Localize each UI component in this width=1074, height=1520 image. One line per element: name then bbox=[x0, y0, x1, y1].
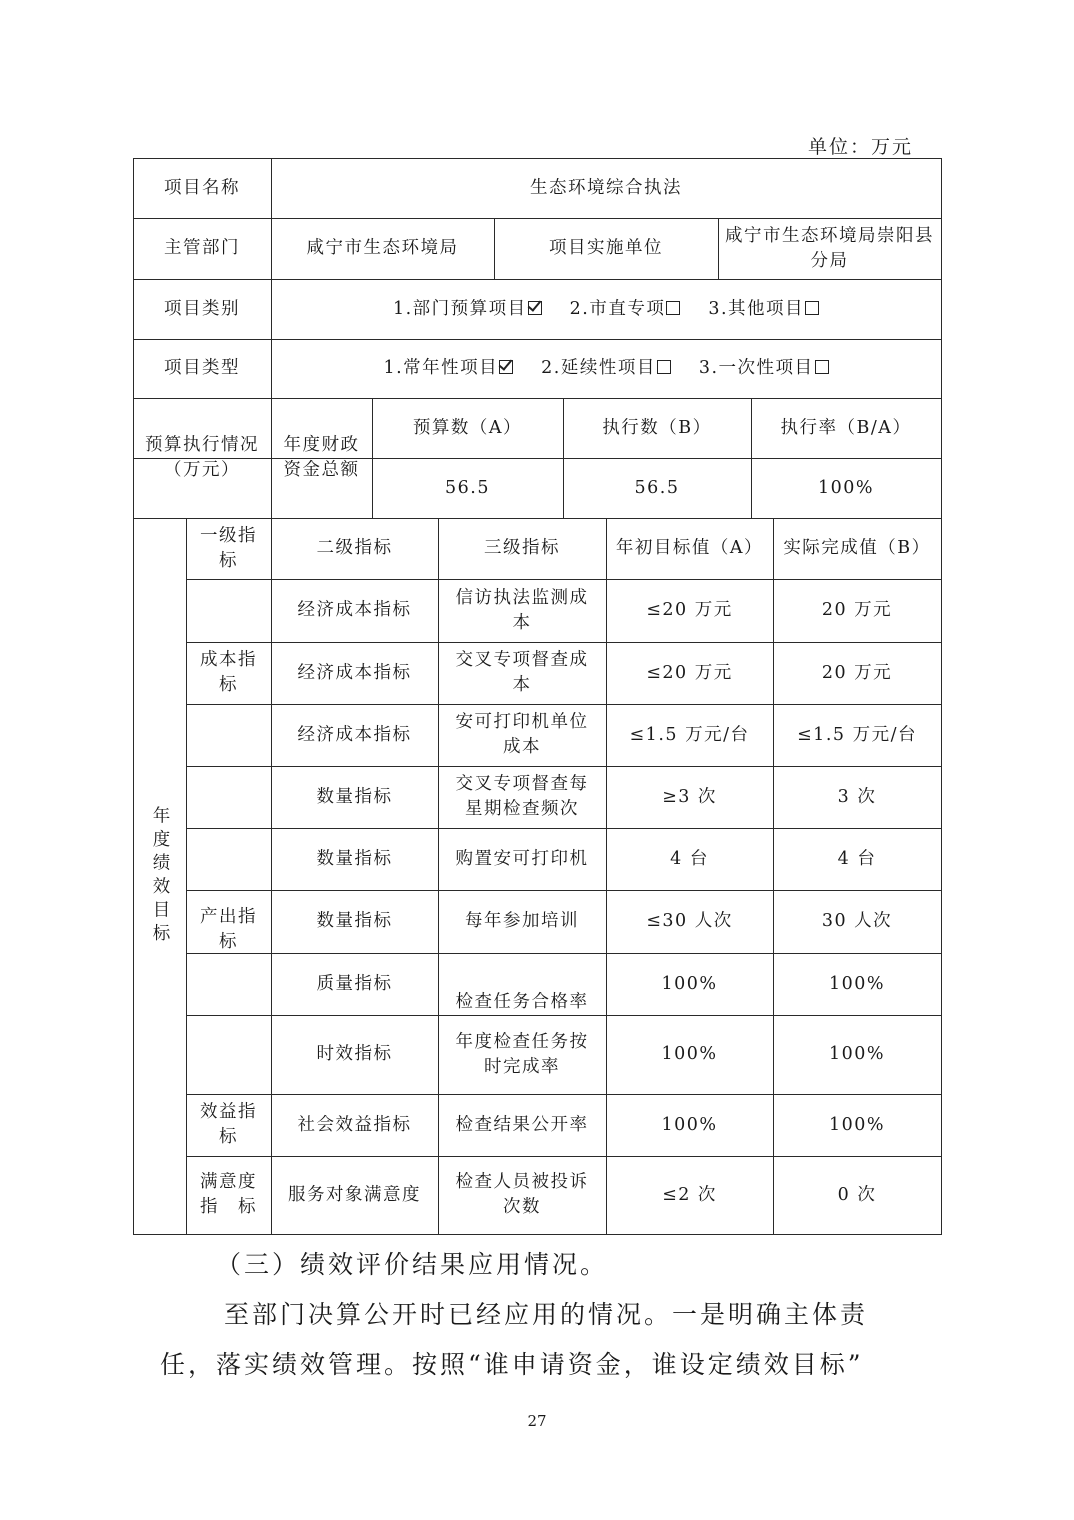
actual-value: 20 万元 bbox=[821, 600, 893, 620]
level2-cell: 质量指标 bbox=[316, 973, 393, 994]
target-value: 4 台 bbox=[670, 848, 709, 869]
level2-cell: 时效指标 bbox=[316, 1044, 393, 1064]
empty-box-icon bbox=[657, 360, 671, 374]
target-value: 100% bbox=[661, 1114, 718, 1135]
empty-box-icon bbox=[815, 360, 829, 374]
target-value: ≤30 人次 bbox=[646, 911, 733, 931]
impl-unit-label: 项目实施单位 bbox=[549, 238, 663, 258]
level3-cell: 购置安可打印机 bbox=[455, 848, 589, 869]
impl-unit-name: 咸宁市生态环境局崇阳县分局 bbox=[725, 225, 934, 271]
type-option: 2.延续性项目 bbox=[541, 358, 671, 378]
annual-target-side-label: 年度绩效目标 bbox=[150, 805, 170, 947]
target-value: ≥3 次 bbox=[662, 786, 717, 807]
target-value: ≤20 万元 bbox=[646, 600, 733, 620]
header-actual: 实际完成值（B） bbox=[783, 538, 931, 558]
level3-cell: 检查任务合格率 bbox=[455, 992, 589, 1012]
level3-cell: 交叉专项督查成本 bbox=[455, 650, 589, 695]
exec-rate-label: 执行率（B/A） bbox=[780, 417, 912, 438]
actual-value: 100% bbox=[828, 1114, 886, 1135]
checked-box-icon bbox=[528, 301, 542, 315]
body-paragraph-line-1: 至部门决算公开时已经应用的情况。一是明确主体责 bbox=[224, 1300, 869, 1329]
level2-cell: 数量指标 bbox=[316, 786, 393, 807]
target-value: 100% bbox=[661, 973, 718, 994]
header-level2: 二级指标 bbox=[316, 538, 393, 558]
level2-cell: 经济成本指标 bbox=[297, 662, 412, 683]
category-option: 1.部门预算项目 bbox=[393, 299, 542, 319]
type-label: 项目类型 bbox=[164, 358, 240, 378]
target-value: ≤20 万元 bbox=[646, 662, 733, 683]
level2-cell: 经济成本指标 bbox=[297, 600, 412, 620]
level3-cell: 年度检查任务按时完成率 bbox=[455, 1031, 589, 1077]
level3-cell: 每年参加培训 bbox=[465, 911, 579, 931]
category-option: 2.市直专项 bbox=[570, 299, 681, 319]
actual-value: 20 万元 bbox=[821, 662, 893, 683]
actual-value: 3 次 bbox=[837, 786, 877, 807]
level2-cell: 社会效益指标 bbox=[297, 1114, 412, 1135]
budget-a-value: 56.5 bbox=[445, 477, 490, 498]
header-level1: 一级指标 bbox=[200, 525, 257, 571]
body-paragraph-line-2: 任，落实绩效管理。按照“谁申请资金，谁设定绩效目标” bbox=[160, 1350, 864, 1379]
level1-cell: 效益指标 bbox=[200, 1102, 257, 1147]
target-value: ≤2 次 bbox=[662, 1184, 717, 1205]
exec-rate-value: 100% bbox=[817, 477, 875, 498]
target-value: ≤1.5 万元/台 bbox=[629, 724, 750, 745]
actual-value: 0 次 bbox=[837, 1184, 877, 1205]
category-option: 3.其他项目 bbox=[708, 299, 819, 319]
actual-value: 30 人次 bbox=[821, 911, 893, 931]
level2-cell: 数量指标 bbox=[316, 911, 393, 931]
grid-line bbox=[133, 1234, 942, 1235]
level3-cell: 检查结果公开率 bbox=[455, 1114, 589, 1135]
empty-box-icon bbox=[666, 301, 680, 315]
project-name-label: 项目名称 bbox=[164, 177, 240, 198]
header-target: 年初目标值（A） bbox=[615, 538, 764, 558]
grid-line bbox=[941, 158, 942, 1235]
actual-value: 100% bbox=[828, 1044, 886, 1064]
actual-value: 4 台 bbox=[837, 848, 877, 869]
level1-cell: 成本指标 bbox=[200, 649, 257, 695]
empty-box-icon bbox=[805, 301, 819, 315]
category-options bbox=[271, 279, 941, 339]
unit-label: 单位：万元 bbox=[808, 136, 914, 158]
header-level3: 三级指标 bbox=[484, 538, 560, 558]
project-name: 生态环境综合执法 bbox=[530, 177, 682, 198]
checked-box-icon bbox=[499, 360, 513, 374]
target-value: 100% bbox=[661, 1044, 718, 1064]
exec-b-label: 执行数（B） bbox=[602, 417, 712, 438]
level3-cell: 检查人员被投诉次数 bbox=[455, 1172, 589, 1217]
page-number: 27 bbox=[527, 1412, 547, 1430]
budget-a-label: 预算数（A） bbox=[412, 417, 523, 438]
type-option: 1.常年性项目 bbox=[383, 358, 513, 378]
budget-exec-label: 预算执行情况（万元） bbox=[145, 435, 259, 480]
level2-cell: 数量指标 bbox=[316, 848, 393, 869]
actual-value: 100% bbox=[828, 973, 886, 994]
level3-cell: 交叉专项督查每星期检查频次 bbox=[455, 774, 589, 819]
dept-label: 主管部门 bbox=[164, 238, 240, 258]
type-option: 3.一次性项目 bbox=[699, 358, 829, 378]
annual-fund-label: 年度财政资金总额 bbox=[283, 435, 360, 480]
exec-b-value: 56.5 bbox=[634, 477, 680, 498]
level2-cell: 服务对象满意度 bbox=[288, 1184, 421, 1205]
level2-cell: 经济成本指标 bbox=[297, 724, 412, 745]
level1-cell: 产出指标 bbox=[200, 907, 257, 952]
level3-cell: 安可打印机单位成本 bbox=[455, 712, 589, 757]
level3-cell: 信访执法监测成本 bbox=[455, 587, 589, 633]
level1-cell: 满意度指 标 bbox=[200, 1172, 257, 1217]
section-heading: （三）绩效评价结果应用情况。 bbox=[216, 1250, 609, 1279]
dept-name: 咸宁市生态环境局 bbox=[306, 238, 459, 258]
category-label: 项目类别 bbox=[164, 298, 240, 319]
type-options bbox=[271, 339, 941, 398]
actual-value: ≤1.5 万元/台 bbox=[797, 724, 917, 745]
